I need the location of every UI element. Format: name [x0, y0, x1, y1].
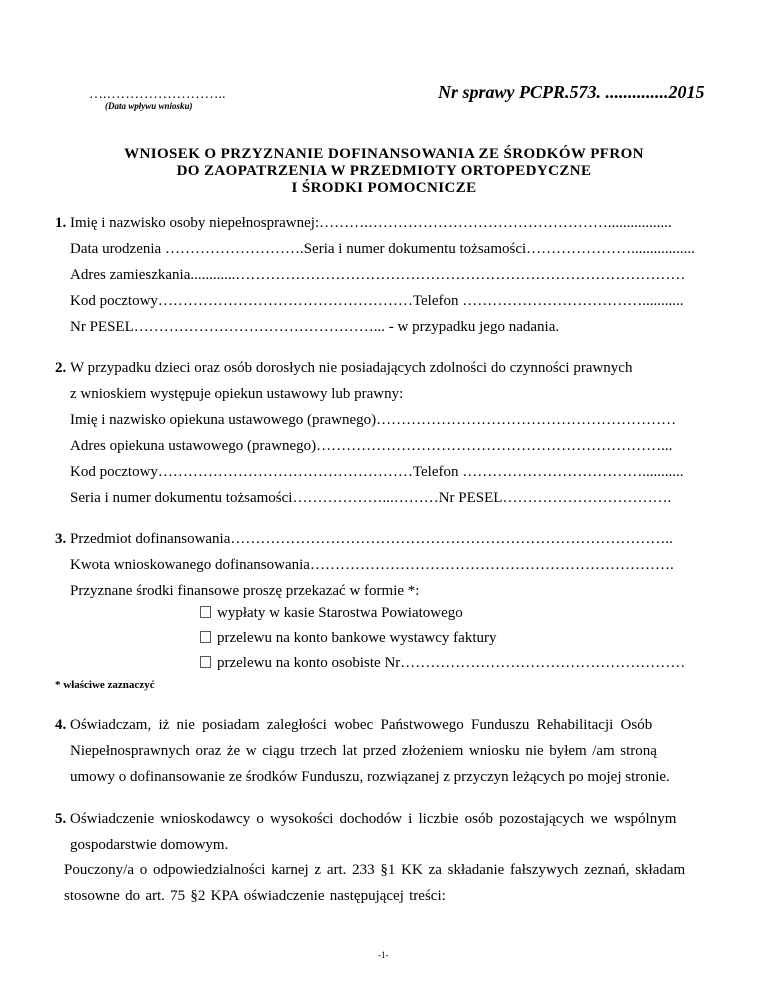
guardian-id-pesel-field: Seria i numer dokumentu tożsamości………………...………Nr PESEL…………………………….: [70, 490, 672, 506]
instruction-line-1: Pouczony/a o odpowiedzialności karnej z art. 233 §1 KK za składanie fałszywych zeznań, składam: [64, 862, 686, 878]
income-declaration-line-2: gospodarstwie domowym.: [70, 837, 229, 853]
guardian-postal-phone-field: Kod pocztowy……………………………………………Telefon ………………………………...........: [70, 464, 684, 480]
birth-date-id-field: Data urodzenia ……………………….Seria i numer dokumentu tożsamości………………….................: [70, 241, 695, 257]
payment-option-personal-account-label: przelewu na konto osobiste Nr…………………………………………………: [217, 655, 686, 671]
payment-option-invoice-account[interactable]: [200, 629, 497, 647]
case-number: Nr sprawy PCPR.573. ..............2015: [438, 82, 705, 102]
checkbox-icon[interactable]: [200, 656, 211, 668]
instruction-line-2: stosowne do art. 75 §2 KPA oświadczenie następującej treści:: [64, 888, 446, 904]
payment-option-invoice-account-label: przelewu na konto bankowe wystawcy faktury: [217, 630, 497, 646]
form-title-line-1: WNIOSEK O PRZYZNANIE DOFINANSOWANIA ZE ŚRODKÓW PFRON: [124, 146, 644, 162]
section-1-number: 1.: [55, 215, 67, 231]
amount-field: Kwota wnioskowanego dofinansowania……………………………………………………………….: [70, 557, 674, 573]
section-3-number: 3.: [55, 531, 67, 547]
footnote: * właściwe zaznaczyć: [55, 679, 155, 691]
address-field: Adres zamieszkania............………………………………………………………………………………: [70, 267, 686, 283]
section-2-intro-cont: z wnioskiem występuje opiekun ustawowy lub prawny:: [70, 386, 404, 402]
date-received-dots: ….……………………..: [89, 87, 226, 102]
date-received-caption: (Data wpływu wniosku): [105, 101, 193, 111]
section-4-number: 4.: [55, 717, 67, 733]
payment-form-label: Przyznane środki finansowe proszę przekazać w formie *:: [70, 583, 420, 599]
checkbox-icon[interactable]: [200, 631, 211, 643]
payment-option-cash[interactable]: [200, 604, 463, 622]
income-declaration-line-1: Oświadczenie wnioskodawcy o wysokości dochodów i liczbie osób pozostających we wspólnym: [70, 811, 677, 827]
form-title-line-2: DO ZAOPATRZENIA W PRZEDMIOTY ORTOPEDYCZNE: [176, 163, 592, 179]
page-number: -1-: [378, 950, 389, 960]
section-5-number: 5.: [55, 811, 67, 827]
pesel-field: Nr PESEL…………………………………………... - w przypadku jego nadania.: [70, 319, 560, 335]
declaration-line-3: umowy o dofinansowanie ze środków Funduszu, rozwiązanej z przyczyn leżących po mojej stronie.: [70, 769, 670, 785]
postal-phone-field: Kod pocztowy……………………………………………Telefon ………………………………...........: [70, 293, 684, 309]
section-2-number: 2.: [55, 360, 67, 376]
section-2-intro: W przypadku dzieci oraz osób dorosłych nie posiadających zdolności do czynności prawnych: [70, 360, 633, 376]
subject-field: Przedmiot dofinansowania……………………………………………………………………………..: [70, 531, 673, 547]
guardian-address-field: Adres opiekuna ustawowego (prawnego)……………………………………………………………...: [70, 438, 673, 454]
declaration-line-2: Niepełnosprawnych oraz że w ciągu trzech lat przed złożeniem wniosku nie byłem /am stroną: [70, 743, 657, 759]
guardian-name-field: Imię i nazwisko opiekuna ustawowego (prawnego)……………………………………………………: [70, 412, 677, 428]
payment-option-cash-label: wypłaty w kasie Starostwa Powiatowego: [217, 605, 463, 621]
form-title-line-3: I ŚRODKI POMOCNICZE: [291, 180, 477, 196]
payment-option-personal-account[interactable]: [200, 654, 685, 672]
declaration-line-1: Oświadczam, iż nie posiadam zaległości wobec Państwowego Funduszu Rehabilitacji Osób: [70, 717, 653, 733]
checkbox-icon[interactable]: [200, 606, 211, 618]
applicant-name-field: Imię i nazwisko osoby niepełnosprawnej:……….………………………………………….................: [70, 215, 672, 231]
